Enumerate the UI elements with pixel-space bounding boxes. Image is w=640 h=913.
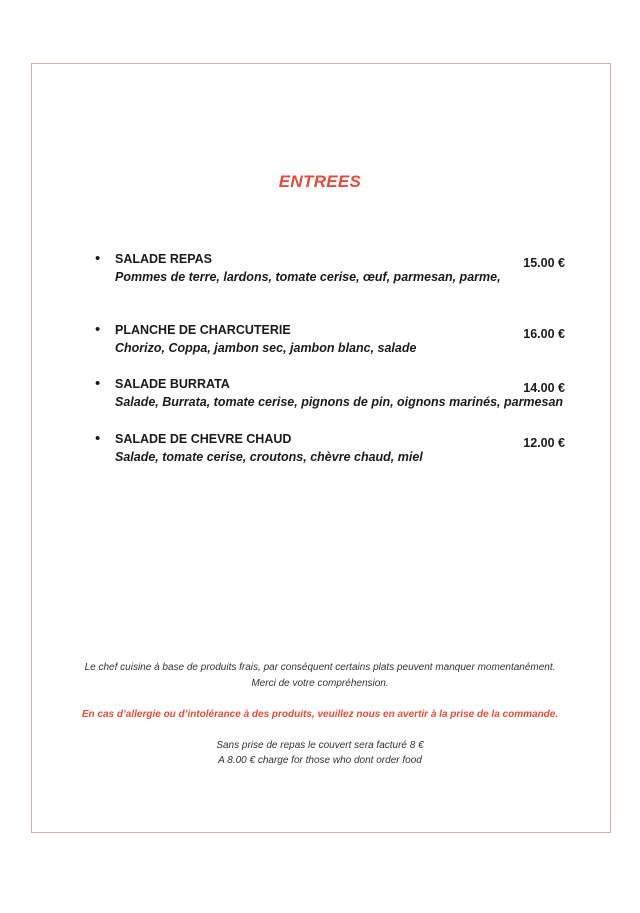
bullet-icon: •: [95, 430, 101, 447]
dish-price: 14.00 €: [523, 381, 565, 395]
chef-note-line2: Merci de votre compréhension.: [251, 678, 389, 689]
dish-name: SALADE REPAS: [115, 252, 213, 266]
bullet-icon: •: [95, 375, 101, 392]
dish-name: SALADE DE CHEVRE CHAUD: [115, 432, 292, 446]
chef-note-line1: Le chef cuisine à base de produits frais, par conséquent certains plats peuvent manquer momentanément.: [84, 662, 556, 673]
dish-price: 16.00 €: [523, 327, 565, 341]
menu-title: ENTREES: [278, 172, 362, 191]
bullet-icon: •: [95, 321, 101, 338]
bullet-icon: •: [95, 250, 101, 267]
dish-description: Salade, tomate cerise, croutons, chèvre chaud, miel: [115, 450, 423, 464]
dish-description: Pommes de terre, lardons, tomate cerise, œuf, parmesan, parme,: [115, 270, 501, 284]
dish-price: 12.00 €: [523, 436, 565, 450]
dish-name: PLANCHE DE CHARCUTERIE: [115, 323, 291, 337]
dish-description: Salade, Burrata, tomate cerise, pignons de pin, oignons marinés, parmesan: [115, 395, 564, 409]
cover-charge-fr: Sans prise de repas le couvert sera facturé 8 €: [216, 740, 424, 751]
cover-charge-en: A 8.00 € charge for those who dont order food: [218, 755, 422, 766]
dish-price: 15.00 €: [523, 256, 565, 270]
allergy-warning: En cas d’allergie ou d’intolérance à des produits, veuillez nous en avertir à la prise de la commande.: [81, 709, 559, 720]
dish-description: Chorizo, Coppa, jambon sec, jambon blanc, salade: [115, 341, 417, 355]
dish-name: SALADE BURRATA: [115, 377, 230, 391]
